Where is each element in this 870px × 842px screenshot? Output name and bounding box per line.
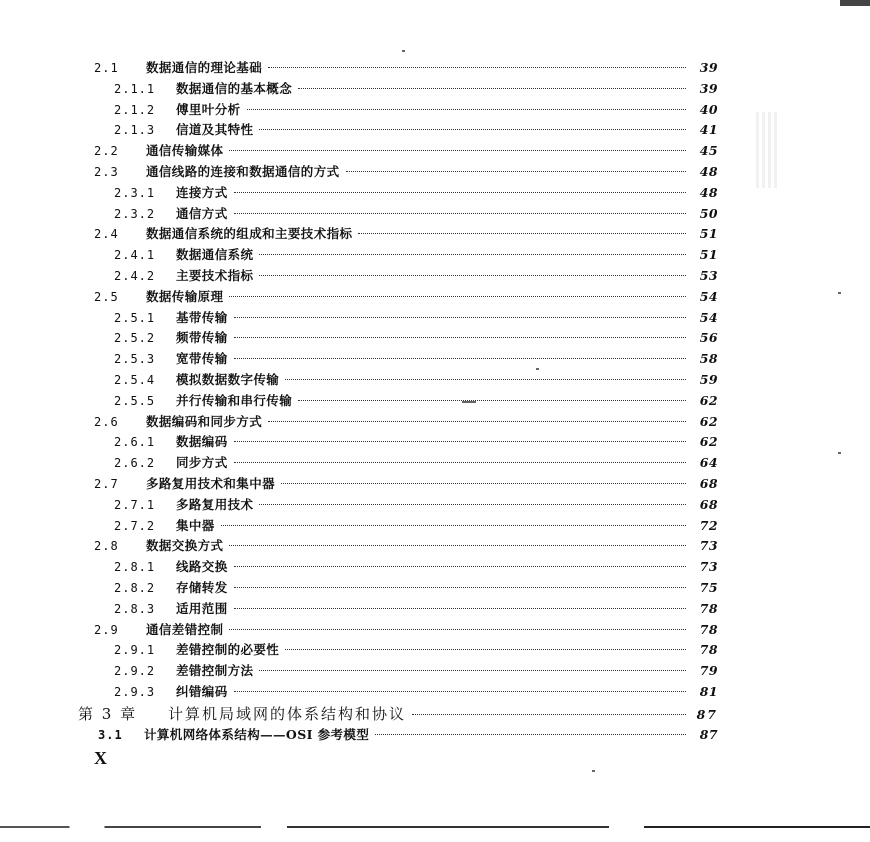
toc-entry-title: 数据编码 xyxy=(176,434,228,450)
toc-entry-number: 2.1.3 xyxy=(114,123,156,138)
toc-entry-number: 2.1.2 xyxy=(114,102,156,117)
toc-entry-page: 75 xyxy=(699,579,718,595)
toc-entry-title: 基带传输 xyxy=(176,309,228,325)
toc-entry-title: 同步方式 xyxy=(176,455,228,471)
toc-entry xyxy=(78,495,718,516)
toc-entry-number: 2.4.2 xyxy=(114,268,156,283)
toc-entry-title: 通信线路的连接和数据通信的方式 xyxy=(146,163,340,179)
toc-entry xyxy=(78,266,718,287)
dot-leader xyxy=(234,566,686,567)
toc-entry-page: 58 xyxy=(699,351,718,367)
dot-leader xyxy=(234,192,686,193)
toc-entry-page: 39 xyxy=(699,60,718,75)
dot-leader xyxy=(234,337,686,338)
toc-entry-number: 2.5 xyxy=(94,289,119,304)
dot-leader xyxy=(229,150,686,151)
toc-entry-title: 数据通信的理论基础 xyxy=(146,60,263,75)
toc-entry-title: 通信方式 xyxy=(176,205,228,221)
dot-leader xyxy=(298,88,686,89)
dot-leader xyxy=(281,483,686,484)
scan-edge-line xyxy=(0,826,870,828)
toc-entry-title: 通信传输媒体 xyxy=(146,143,224,159)
toc-entry-number: 2.5.1 xyxy=(114,310,156,325)
toc-entry xyxy=(78,703,718,725)
toc-entry xyxy=(78,370,718,391)
toc-entry-number: 2.8.1 xyxy=(114,560,156,575)
scan-speck xyxy=(402,50,405,52)
toc-entry-number: 2.8.2 xyxy=(114,580,156,595)
toc-entry-title: 傅里叶分析 xyxy=(176,101,241,117)
toc-entry xyxy=(78,578,718,599)
toc-entry-page: 72 xyxy=(699,517,718,533)
toc-entry-title: 数据传输原理 xyxy=(146,288,224,304)
toc-entry-title: 信道及其特性 xyxy=(176,122,254,138)
toc-entry-title: 数据编码和同步方式 xyxy=(146,413,263,429)
dot-leader xyxy=(221,525,686,526)
toc-entry-page: 51 xyxy=(699,247,718,263)
dot-leader xyxy=(234,462,686,463)
scan-speck xyxy=(592,770,595,772)
page-number-roman: X xyxy=(94,748,107,768)
toc-entry xyxy=(78,661,718,682)
toc-entry xyxy=(78,599,718,620)
toc-entry-title: 宽带传输 xyxy=(176,351,228,367)
toc-entry-page: 56 xyxy=(699,330,718,346)
toc-entry-page: 51 xyxy=(699,226,718,242)
toc-entry xyxy=(78,204,718,225)
toc-entry xyxy=(78,682,718,703)
dot-leader xyxy=(234,358,686,359)
dot-leader xyxy=(229,296,686,297)
dot-leader xyxy=(229,545,686,546)
toc-entry-number: 2.7.1 xyxy=(114,497,156,512)
toc-entry-title: 线路交换 xyxy=(176,559,228,575)
toc-entry-page: 40 xyxy=(699,101,718,117)
toc-entry xyxy=(78,620,718,641)
toc-entry-page: 62 xyxy=(699,434,718,450)
scan-speck xyxy=(536,368,539,370)
toc-entry-number: 2.4 xyxy=(94,227,119,242)
toc-entry xyxy=(78,328,718,349)
scan-artifact-bar xyxy=(756,112,780,188)
toc-entry-number: 2.5.4 xyxy=(114,372,156,387)
toc-entry xyxy=(78,516,718,537)
toc-entry-number: 2.5.3 xyxy=(114,352,156,367)
toc-entry-title: 集中器 xyxy=(176,517,215,533)
toc-entry-page: 62 xyxy=(699,392,718,408)
toc-entry-number: 2.6.1 xyxy=(114,435,156,450)
toc-entry-page: 87 xyxy=(699,726,718,742)
toc-entry-page: 73 xyxy=(699,538,718,554)
toc-entry-number: 2.5.5 xyxy=(114,393,156,408)
toc-entry-page: 48 xyxy=(699,184,718,200)
dot-leader xyxy=(229,629,686,630)
dot-leader xyxy=(234,441,686,442)
toc-entry-number: 2.3 xyxy=(94,164,119,179)
toc-entry-number: 2.3.2 xyxy=(114,206,156,221)
toc-entry-number: 2.9.1 xyxy=(114,643,156,658)
toc-entry-number: 2.1.1 xyxy=(114,81,156,96)
toc-entry-number: 2.7 xyxy=(94,476,119,491)
toc-entry xyxy=(78,162,718,183)
toc-entry-number: 2.9.3 xyxy=(114,684,156,699)
toc-entry-title: 差错控制的必要性 xyxy=(176,642,280,658)
toc-entry xyxy=(78,536,718,557)
toc-entry-page: 48 xyxy=(699,163,718,179)
toc-entry-number: 2.9 xyxy=(94,622,119,637)
toc-entry xyxy=(78,412,718,433)
toc-entry-title: 数据通信的基本概念 xyxy=(176,80,293,96)
dot-leader xyxy=(234,691,686,692)
dot-leader xyxy=(247,109,686,110)
dot-leader xyxy=(259,504,686,505)
toc-entry-number: 3.1 xyxy=(98,727,123,742)
toc-entry-page: 45 xyxy=(699,143,718,159)
toc-entry xyxy=(78,120,718,141)
dot-leader xyxy=(298,400,686,401)
dot-leader xyxy=(268,421,686,422)
toc-entry-page: 81 xyxy=(699,683,718,699)
toc-entry-number: 2.7.2 xyxy=(114,518,156,533)
toc-entry xyxy=(78,58,718,79)
toc-entry-title: 多路复用技术 xyxy=(176,496,254,512)
dot-leader xyxy=(234,608,686,609)
dot-leader xyxy=(346,171,686,172)
dot-leader xyxy=(268,67,686,68)
toc-entry-title: 适用范围 xyxy=(176,600,228,616)
toc-entry xyxy=(78,308,718,329)
toc-entry-number: 2.8.3 xyxy=(114,601,156,616)
toc-entry xyxy=(78,557,718,578)
toc-entry-title: 计算机局域网的体系结构和协议 xyxy=(168,704,407,723)
toc-entry-page: 62 xyxy=(699,413,718,429)
toc-entry xyxy=(78,474,718,495)
dot-leader xyxy=(375,734,686,735)
toc-entry xyxy=(78,391,718,412)
toc-entry-title: 模拟数据数字传输 xyxy=(176,371,280,387)
toc-entry-number: 2.6 xyxy=(94,414,119,429)
toc-entry-number: 2.3.1 xyxy=(114,185,156,200)
toc-entry xyxy=(78,287,718,308)
toc-entry-page: 54 xyxy=(699,309,718,325)
scan-artifact-top xyxy=(840,0,870,6)
toc-entry xyxy=(78,141,718,162)
dot-leader xyxy=(358,233,686,234)
toc-entry xyxy=(78,640,718,661)
toc-entry-page: 87 xyxy=(696,706,718,722)
dot-leader xyxy=(412,714,686,715)
toc-entry-title: 存储转发 xyxy=(176,579,228,595)
toc-entry xyxy=(78,432,718,453)
toc-entry-title: 数据交换方式 xyxy=(146,538,224,554)
toc-entry xyxy=(78,349,718,370)
dot-leader xyxy=(285,649,686,650)
dot-leader xyxy=(259,670,686,671)
toc-entry-title: 差错控制方法 xyxy=(176,663,254,679)
toc-entry-page: 41 xyxy=(699,122,718,138)
scan-speck xyxy=(838,452,841,454)
dot-leader xyxy=(285,379,686,380)
toc-entry-title: 主要技术指标 xyxy=(176,267,254,283)
toc-entry-title: 计算机网络体系结构——OSI 参考模型 xyxy=(144,726,370,742)
toc-entry xyxy=(78,245,718,266)
toc-entry xyxy=(78,725,718,746)
table-of-contents xyxy=(78,58,718,746)
toc-entry-number: 2.6.2 xyxy=(114,456,156,471)
toc-entry-number: 2.9.2 xyxy=(114,664,156,679)
dot-leader xyxy=(259,275,686,276)
toc-entry-number: 2.1 xyxy=(94,61,119,75)
toc-entry-number: 第 3 章 xyxy=(78,704,138,723)
toc-entry-title: 数据通信系统 xyxy=(176,247,254,263)
scan-speck xyxy=(838,292,841,294)
toc-entry-number: 2.2 xyxy=(94,144,119,159)
dot-leader xyxy=(234,213,686,214)
dot-leader xyxy=(234,587,686,588)
toc-entry-page: 59 xyxy=(699,371,718,387)
toc-entry-number: 2.5.2 xyxy=(114,331,156,346)
toc-entry-title: 多路复用技术和集中器 xyxy=(146,475,276,491)
toc-entry-page: 68 xyxy=(699,496,718,512)
scan-speck xyxy=(462,401,476,403)
toc-entry-title: 频带传输 xyxy=(176,330,228,346)
toc-entry-title: 并行传输和串行传输 xyxy=(176,392,293,408)
dot-leader xyxy=(234,317,686,318)
toc-entry xyxy=(78,79,718,100)
toc-entry-page: 54 xyxy=(699,288,718,304)
toc-entry-title: 纠错编码 xyxy=(176,683,228,699)
toc-entry-page: 68 xyxy=(699,475,718,491)
toc-entry xyxy=(78,224,718,245)
toc-entry-page: 73 xyxy=(699,559,718,575)
toc-entry-page: 39 xyxy=(699,80,718,96)
toc-entry-number: 2.8 xyxy=(94,539,119,554)
toc-entry-number: 2.4.1 xyxy=(114,248,156,263)
toc-entry-title: 连接方式 xyxy=(176,184,228,200)
toc-entry-page: 78 xyxy=(699,642,718,658)
dot-leader xyxy=(259,254,686,255)
toc-entry xyxy=(78,183,718,204)
toc-entry-title: 数据通信系统的组成和主要技术指标 xyxy=(146,226,353,242)
toc-entry-page: 78 xyxy=(699,621,718,637)
toc-entry-page: 79 xyxy=(699,663,718,679)
toc-entry-page: 64 xyxy=(699,455,718,471)
toc-entry-page: 53 xyxy=(699,267,718,283)
toc-entry-page: 78 xyxy=(699,600,718,616)
toc-entry-page: 50 xyxy=(699,205,718,221)
toc-entry xyxy=(78,453,718,474)
toc-entry-title: 通信差错控制 xyxy=(146,621,224,637)
toc-entry xyxy=(78,100,718,121)
dot-leader xyxy=(259,129,686,130)
